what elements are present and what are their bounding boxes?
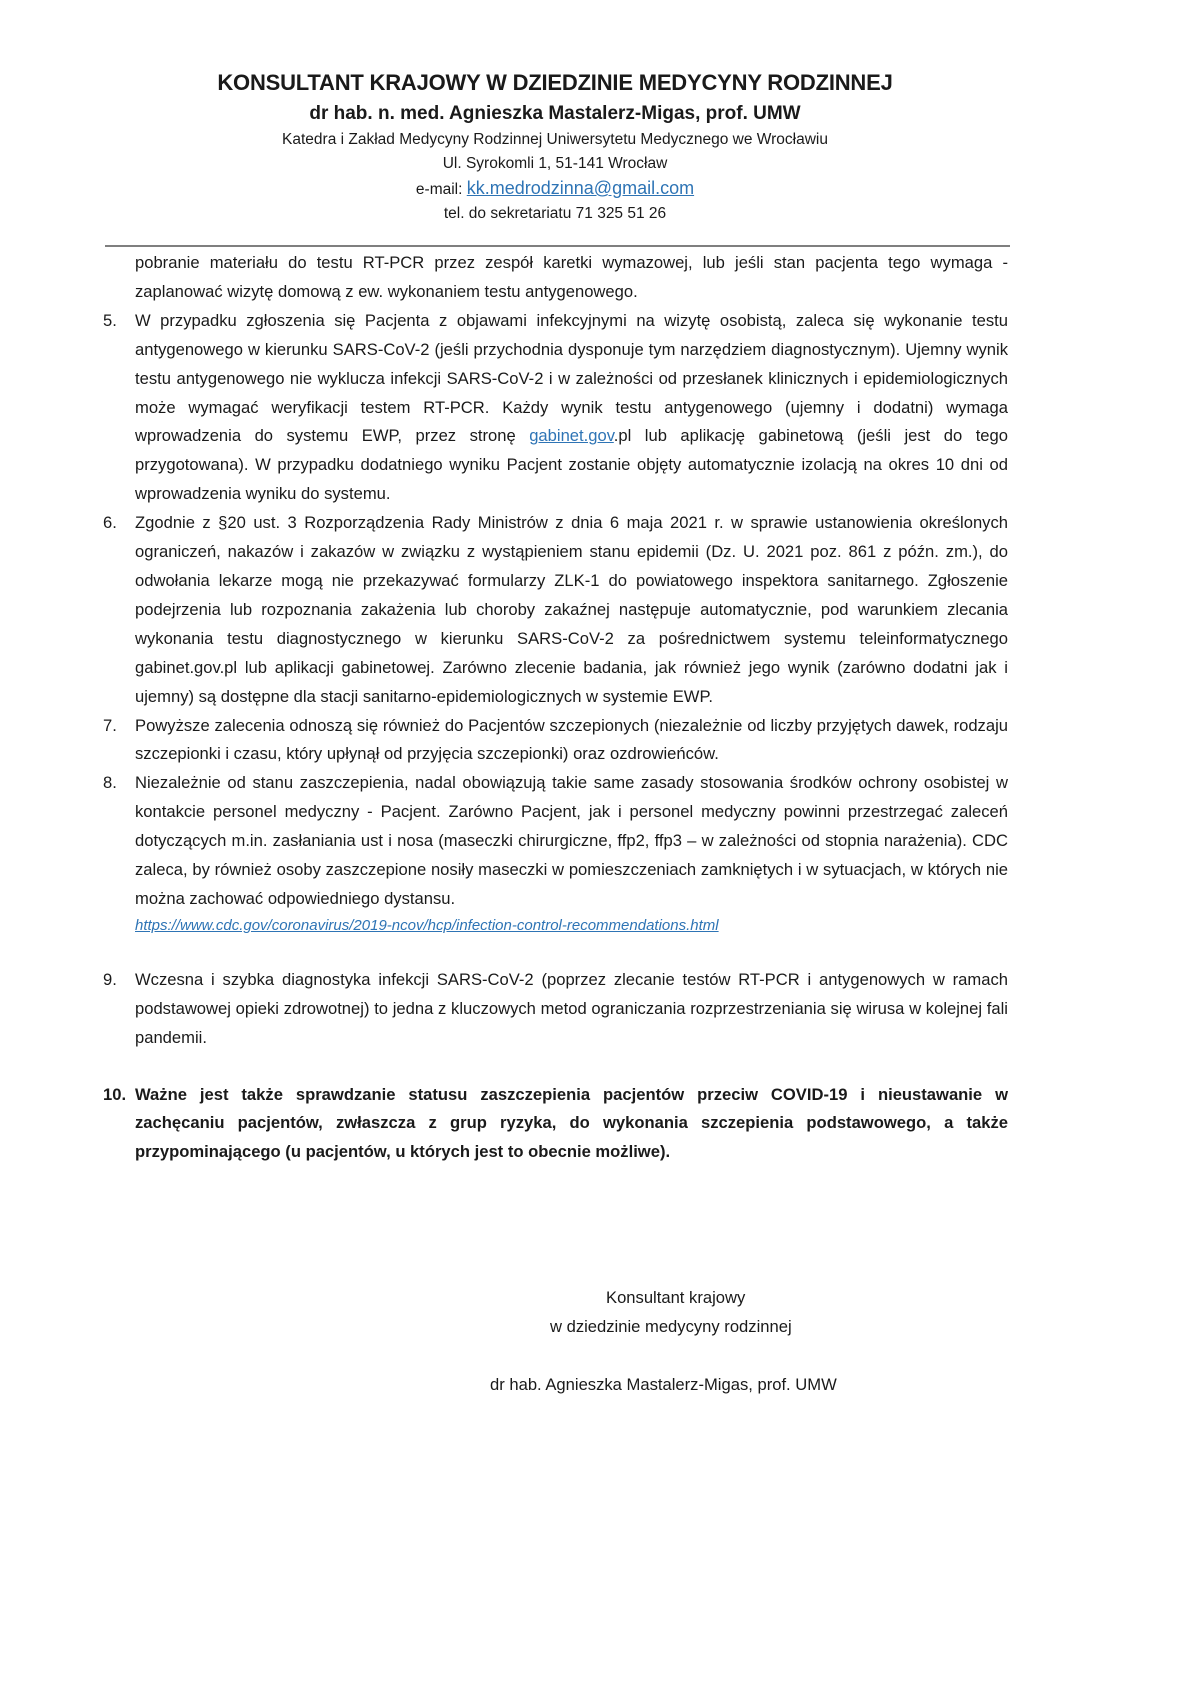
list-item-text: Wczesna i szybka diagnostyka infekcji SARS-CoV-2 (poprzez zlecanie testów RT-PCR i antygenowych w ramach podstawowej opieki zdrowotnej) to jedna z kluczowych metod ograniczania rozprzestrzeniania się wirusa w kolejnej fali pandemii.: [135, 969, 1008, 1047]
list-number: 8.: [103, 773, 117, 793]
letterhead-email-line: [0, 176, 1110, 202]
letterhead-address: Ul. Syrokomli 1, 51-141 Wrocław: [442, 155, 668, 172]
letterhead-phone: tel. do sekretariatu 71 325 51 26: [443, 205, 667, 222]
signature-name: dr hab. Agnieszka Mastalerz-Migas, prof. UMW: [490, 1375, 837, 1394]
list-item-text: Niezależnie od stanu zaszczepienia, nadal obowiązują takie same zasady stosowania środków ochrony osobistej w kontakcie personel medyczny - Pacjent. Zarówno Pacjent, jak i personel medyczny powinni przestrzegać zaleceń dotyczących m.in. zasłaniania ust i nosa (maseczki chirurgiczne, ffp2, ffp3 – w zależności od stopnia narażenia). CDC zaleca, by również osoby zaszczepione nosiły maseczki w pomieszczeniach zamkniętych i w sytuacjach, w których nie można zachować odpowiedniego dystansu.: [135, 773, 1008, 908]
list-number: 6.: [103, 513, 117, 533]
list-item-7: [103, 712, 1008, 770]
signature-block: [490, 1283, 890, 1399]
recommendations-list: [103, 307, 1008, 1167]
signature-role: Konsultant krajowy: [606, 1288, 746, 1307]
list-item-6: [103, 509, 1008, 711]
list-item-text: Ważne jest także sprawdzanie statusu zaszczepienia pacjentów przeciw COVID-19 i nieustawanie w zachęcaniu pacjentów, zwłaszcza z grup ryzyka, do wykonania szczepienia podstawowego, a także przypominającego (u pacjentów, u których jest to obecnie możliwe).: [135, 1084, 1008, 1162]
list-item-8: [103, 769, 1008, 938]
document-body: [103, 249, 1008, 1167]
list-number: 10.: [103, 1084, 127, 1104]
list-number: 7.: [103, 715, 117, 735]
list-number: 5.: [103, 310, 117, 330]
list-item-text: W przypadku zgłoszenia się Pacjenta z objawami infekcyjnymi na wizytę osobistą, zaleca się wykonanie testu antygenowego w kierunku SARS-CoV-2 (jeśli przychodnia dysponuje tym narzędziem diagnostycznym). Ujemny wynik testu antygenowego nie wyklucza infekcji SARS-CoV-2 i w zależności od przesłanek klinicznych i epidemiologicznych może wymagać weryfikacji testem RT-PCR. Każdy wynik testu antygenowego (ujemny i dodatni) wymaga wprowadzenia do systemu EWP, przez stronę: [135, 310, 1008, 446]
list-item-text: Powyższe zalecenia odnoszą się również do Pacjentów szczepionych (niezależnie od liczby przyjętych dawek, rodzaju szczepionki i czasu, który upłynął od przyjęcia szczepionki) oraz ozdrowieńców.: [135, 715, 1008, 764]
continued-paragraph: pobranie materiału do testu RT-PCR przez zespół karetki wymazowej, lub jeśli stan pacjenta tego wymaga - zaplanować wizytę domową z ew. wykonaniem testu antygenowego.: [135, 253, 1008, 301]
list-item-9: [103, 966, 1008, 1053]
letterhead-author: dr hab. n. med. Agnieszka Mastalerz-Migas, prof. UMW: [309, 103, 801, 124]
list-item-text-after-link: .pl lub aplikację gabinetową (jeśli jest do tego przygotowana). W przypadku dodatniego wyniku Pacjent zostanie objęty automatycznie izolacją na okres 10 dni od wprowadzenia wyniku do systemu.: [135, 426, 1008, 504]
cdc-recommendations-link[interactable]: https://www.cdc.gov/coronavirus/2019-ncov/hcp/infection-control-recommendations.html: [135, 916, 719, 934]
gabinet-gov-link[interactable]: gabinet.gov: [529, 426, 614, 446]
list-number: 9.: [103, 969, 117, 989]
email-link[interactable]: kk.medrodzinna@gmail.com: [466, 178, 695, 198]
list-item-text: Zgodnie z §20 ust. 3 Rozporządzenia Rady Ministrów z dnia 6 maja 2021 r. w sprawie ustanowienia określonych ograniczeń, nakazów i zakazów w związku z wystąpieniem stanu epidemii (Dz. U. 2021 poz. 861 z późn. zm.), do odwołania lekarze mogą nie przekazywać formularzy ZLK-1 do powiatowego inspektora sanitarnego. Zgłoszenie podejrzenia lub rozpoznania zakażenia lub choroby zakaźnej następuje automatycznie, pod warunkiem zlecania wykonania testu diagnostycznego w kierunku SARS-CoV-2 za pośrednictwem systemu teleinformatycznego gabinet.gov.pl lub aplikacji gabinetowej. Zarówno zlecenie badania, jak również jego wynik (zarówno dodatni jak i ujemny) są dostępne dla stacji sanitarno-epidemiologicznych w systemie EWP.: [135, 513, 1008, 706]
letterhead: [0, 68, 1110, 226]
letterhead-title: KONSULTANT KRAJOWY W DZIEDZINIE MEDYCYNY RODZINNEJ: [217, 70, 893, 95]
header-divider: [105, 245, 1010, 247]
list-item-10: [103, 1081, 1008, 1168]
list-item-5: [103, 307, 1008, 509]
letterhead-institution: Katedra i Zakład Medycyny Rodzinnej Uniwersytetu Medycznego we Wrocławiu: [282, 131, 828, 148]
signature-field: w dziedzinie medycyny rodzinnej: [550, 1317, 792, 1336]
email-label: e-mail:: [415, 181, 467, 198]
